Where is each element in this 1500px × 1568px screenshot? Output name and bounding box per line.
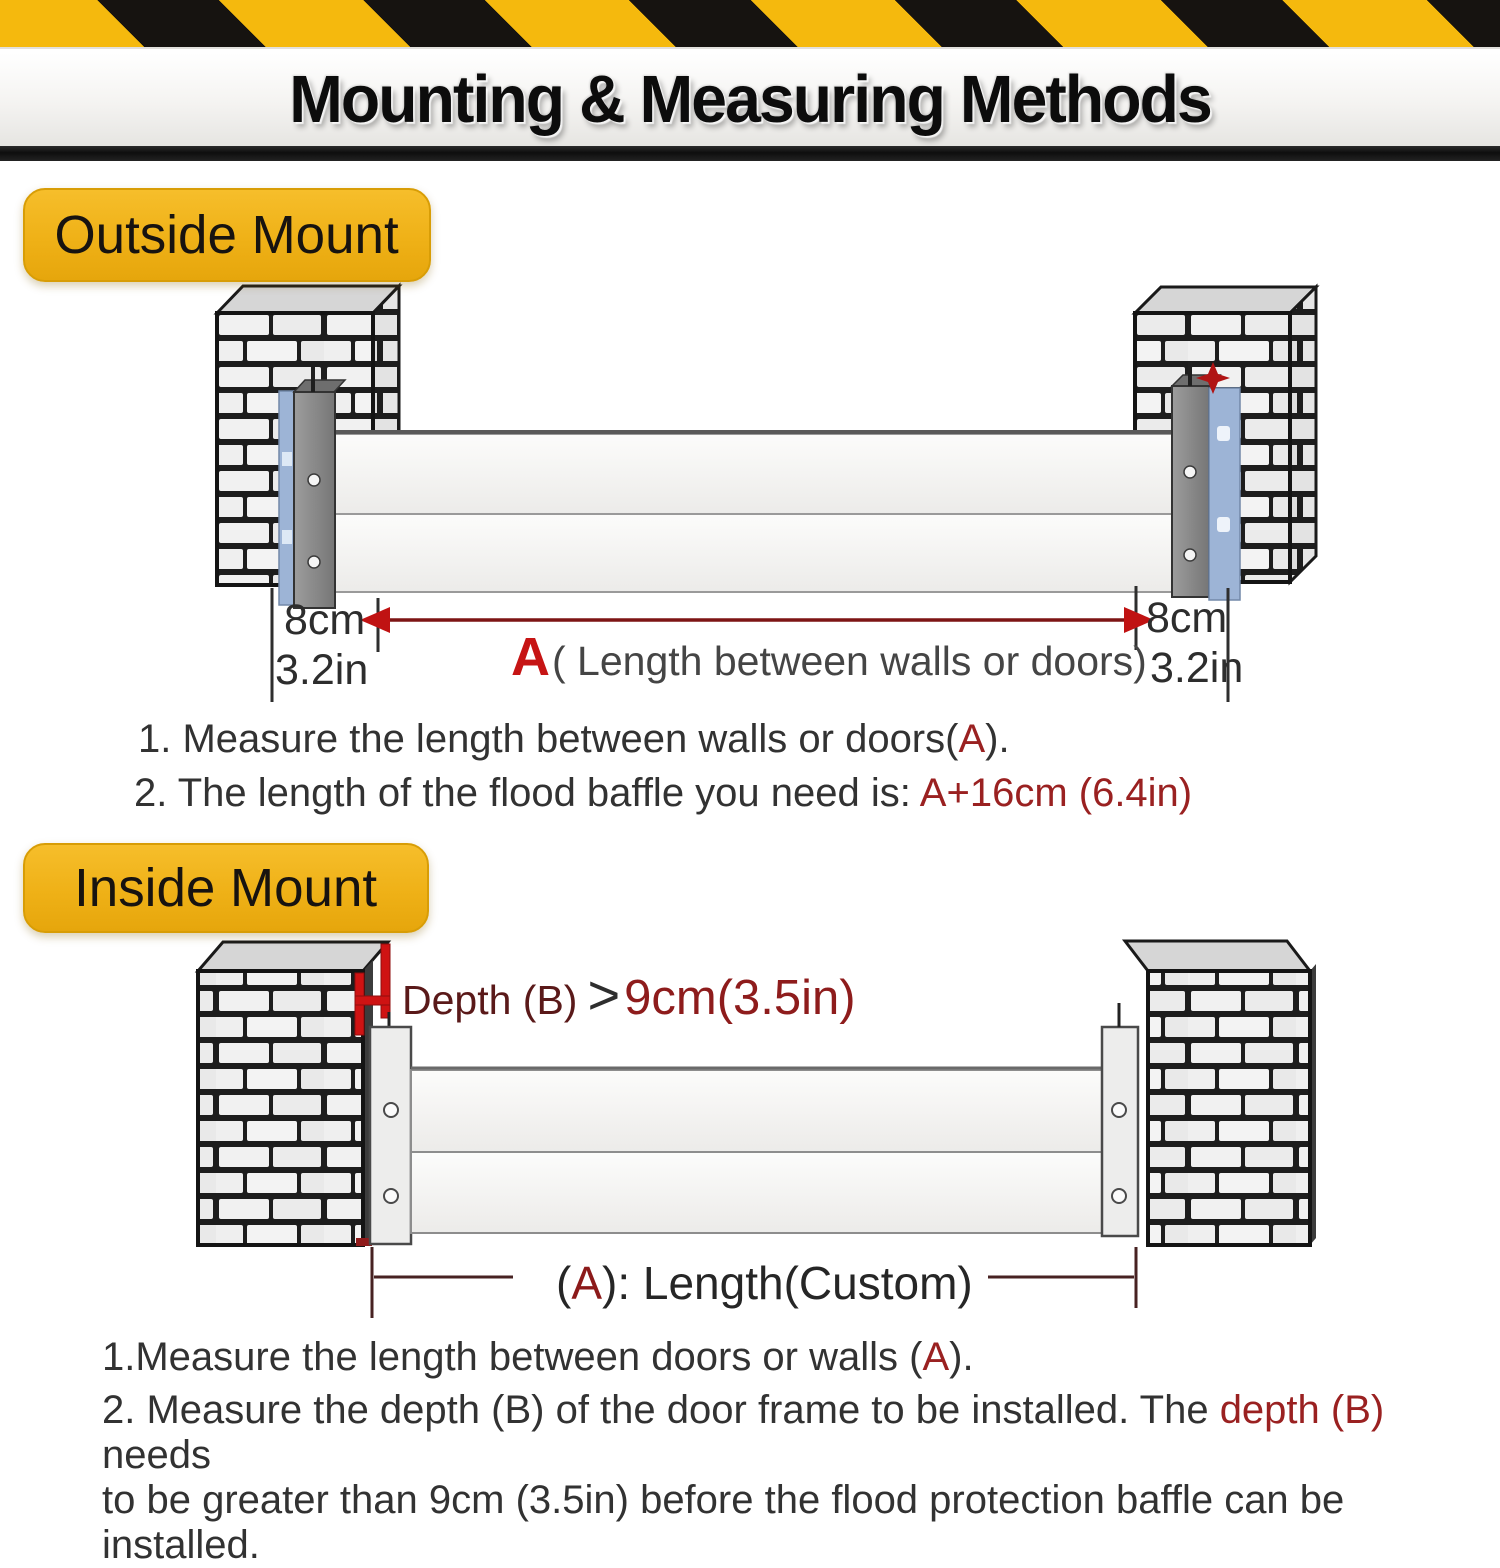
inside-right-bracket [1102, 1003, 1138, 1236]
outside-step-1: 1. Measure the length between walls or doors(A). [138, 717, 1010, 761]
outside-step-2: 2. The length of the flood baffle you need is: A+16cm (6.4in) [134, 771, 1193, 815]
outside-mount-badge [23, 188, 431, 282]
length-a-description: ( Length between walls or doors) [552, 638, 1147, 684]
screw-hole [1112, 1189, 1126, 1203]
depth-b-name: Depth (B) [402, 977, 578, 1023]
greater-than-symbol: > [587, 963, 621, 1026]
left-offset-inch-label: 3.2in [275, 646, 369, 694]
length-a-letter: A [511, 627, 550, 687]
screw-hole [384, 1103, 398, 1117]
screw-hole [308, 556, 320, 568]
outside-right-bracket [1172, 362, 1240, 600]
screw-hole [308, 474, 320, 486]
right-offset-cm-label: 8cm [1146, 594, 1228, 642]
screw-hole [1112, 1103, 1126, 1117]
outside-mount-badge-label: Outside Mount [54, 205, 400, 265]
length-a-label [511, 626, 1147, 688]
length-a-letter: A [571, 1257, 603, 1309]
screw-hole [1184, 466, 1196, 478]
inside-left-bracket [370, 1027, 411, 1244]
inside-mount-badge [23, 843, 429, 933]
outside-left-bracket [279, 367, 345, 608]
right-offset-inch-label: 3.2in [1150, 644, 1244, 692]
inside-right-pillar [1125, 941, 1316, 1245]
page-title: Mounting & Measuring Methods [289, 62, 1211, 137]
inside-step-1: 1.Measure the length between doors or walls (A). [102, 1335, 974, 1379]
outside-flood-baffle [335, 432, 1173, 592]
screw-hole [384, 1189, 398, 1203]
inside-flood-baffle [411, 1068, 1102, 1233]
inside-step-2: 2. Measure the depth (B) of the door frame to be installed. The depth (B) needs to be greater than 9cm (3.5in) before the flood protection baffle can be installed. [102, 1388, 1385, 1567]
inside-mount-badge-label: Inside Mount [74, 858, 378, 918]
length-custom-label: (A): Length(Custom) [556, 1257, 973, 1309]
left-offset-cm-label: 8cm [284, 596, 366, 644]
screw-hole [1184, 549, 1196, 561]
depth-b-label [402, 962, 856, 1027]
depth-b-value: 9cm(3.5in) [624, 971, 856, 1025]
